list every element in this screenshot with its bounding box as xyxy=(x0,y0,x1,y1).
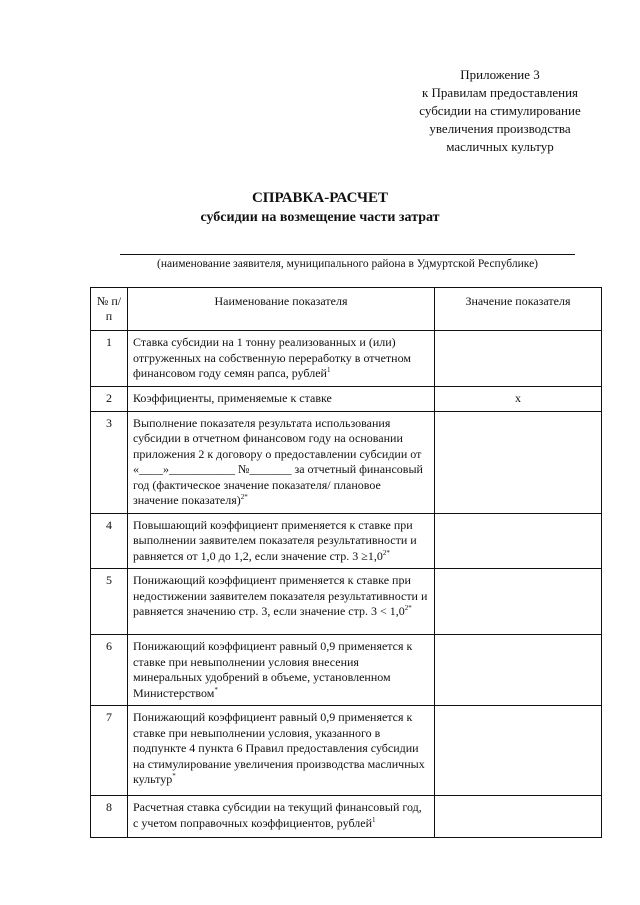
row-number: 2 xyxy=(91,387,128,412)
row-number: 6 xyxy=(91,635,128,706)
table-row xyxy=(91,569,602,635)
appendix-line: Приложение 3 xyxy=(460,67,540,82)
row-indicator-name xyxy=(128,706,435,796)
row-indicator-text: Коэффициенты, применяемые к ставке xyxy=(133,391,332,405)
footnote-marker: 1 xyxy=(372,815,376,824)
row-number: 5 xyxy=(91,569,128,635)
row-indicator-name xyxy=(128,331,435,387)
row-indicator-name xyxy=(128,513,435,569)
row-value-cell[interactable] xyxy=(435,569,602,635)
appendix-note xyxy=(380,66,620,156)
table-row xyxy=(91,635,602,706)
row-indicator-name xyxy=(128,387,435,412)
row-indicator-name xyxy=(128,411,435,513)
table-row xyxy=(91,387,602,412)
table-row xyxy=(91,513,602,569)
appendix-line: масличных культур xyxy=(446,139,554,154)
row-number: 3 xyxy=(91,411,128,513)
row-indicator-text: Понижающий коэффициент равный 0,9 применяется к ставке при невыполнении условия внесения минеральных удобрений в объеме, установленном Министерством xyxy=(133,639,413,700)
row-value-cell[interactable] xyxy=(435,513,602,569)
title-subtitle: субсидии на возмещение части затрат xyxy=(200,210,440,225)
footnote-marker: 2* xyxy=(382,548,390,557)
row-number: 4 xyxy=(91,513,128,569)
row-indicator-text: Выполнение показателя результата использования субсидии в отчетном финансовом году на основании приложения 2 к договору о предоставлении субсидии от «____»___________ №_______ за отчетный финансовый год (фактическое значение показателя/ плановое значение показателя) xyxy=(133,415,423,507)
row-indicator-text: Повышающий коэффициент применяется к ставке при выполнении заявителем показателя результативности и равняется от 1,0 до 1,2, если значение стр. 3 ≥1,0 xyxy=(133,517,417,563)
table-row xyxy=(91,706,602,796)
row-value-cell[interactable] xyxy=(435,796,602,838)
row-number: 8 xyxy=(91,796,128,838)
row-indicator-text: Понижающий коэффициент применяется к ставке при недостижении заявителем показателя результативности и равняется значению стр. 3, если значение стр. 3 < 1,0 xyxy=(133,573,428,618)
row-indicator-text: Расчетная ставка субсидии на текущий финансовый год, с учетом поправочных коэффициентов, рублей xyxy=(133,800,422,830)
row-indicator-name xyxy=(128,796,435,838)
row-value-cell[interactable] xyxy=(435,411,602,513)
row-value-cell[interactable] xyxy=(435,706,602,796)
row-number: 1 xyxy=(91,331,128,387)
footnote-marker: 2* xyxy=(240,493,248,501)
row-value-cell: х xyxy=(435,387,602,412)
row-indicator-text: Понижающий коэффициент равный 0,9 применяется к ставке при невыполнении условия, указанного в подпункте 4 пункта 6 Правил предоставления субсидии на стимулирование увеличения производства масличных культур xyxy=(133,710,425,786)
row-value-cell[interactable] xyxy=(435,635,602,706)
table-header-row xyxy=(91,288,602,331)
document-title xyxy=(0,188,640,228)
header-indicator-name: Наименование показателя xyxy=(128,288,435,331)
table-row xyxy=(91,331,602,387)
applicant-caption: (наименование заявителя, муниципального района в Удмуртской Республике) xyxy=(156,258,539,270)
appendix-line: субсидии на стимулирование xyxy=(419,103,581,118)
table-row xyxy=(91,796,602,838)
header-indicator-value: Значение показателя xyxy=(435,288,602,331)
applicant-fill-line[interactable] xyxy=(120,254,575,255)
row-value-cell[interactable] xyxy=(435,331,602,387)
appendix-line: увеличения производства xyxy=(429,121,571,136)
row-indicator-name xyxy=(128,635,435,706)
row-indicator-name xyxy=(128,569,435,635)
row-number: 7 xyxy=(91,706,128,796)
appendix-line: к Правилам предоставления xyxy=(421,85,579,100)
header-number: № п/п xyxy=(91,288,128,331)
footnote-marker: * xyxy=(172,772,176,780)
footnote-marker: * xyxy=(214,685,218,694)
footnote-marker: 2* xyxy=(404,604,412,612)
table-row xyxy=(91,411,602,513)
title-main: СПРАВКА-РАСЧЕТ xyxy=(251,190,389,206)
footnote-marker: 1 xyxy=(326,366,331,374)
calculation-table xyxy=(90,287,602,838)
row-indicator-text: Ставка субсидии на 1 тонну реализованных и (или) отгруженных на собственную переработку в отчетном финансовом году семян рапса, рублей xyxy=(133,335,411,380)
